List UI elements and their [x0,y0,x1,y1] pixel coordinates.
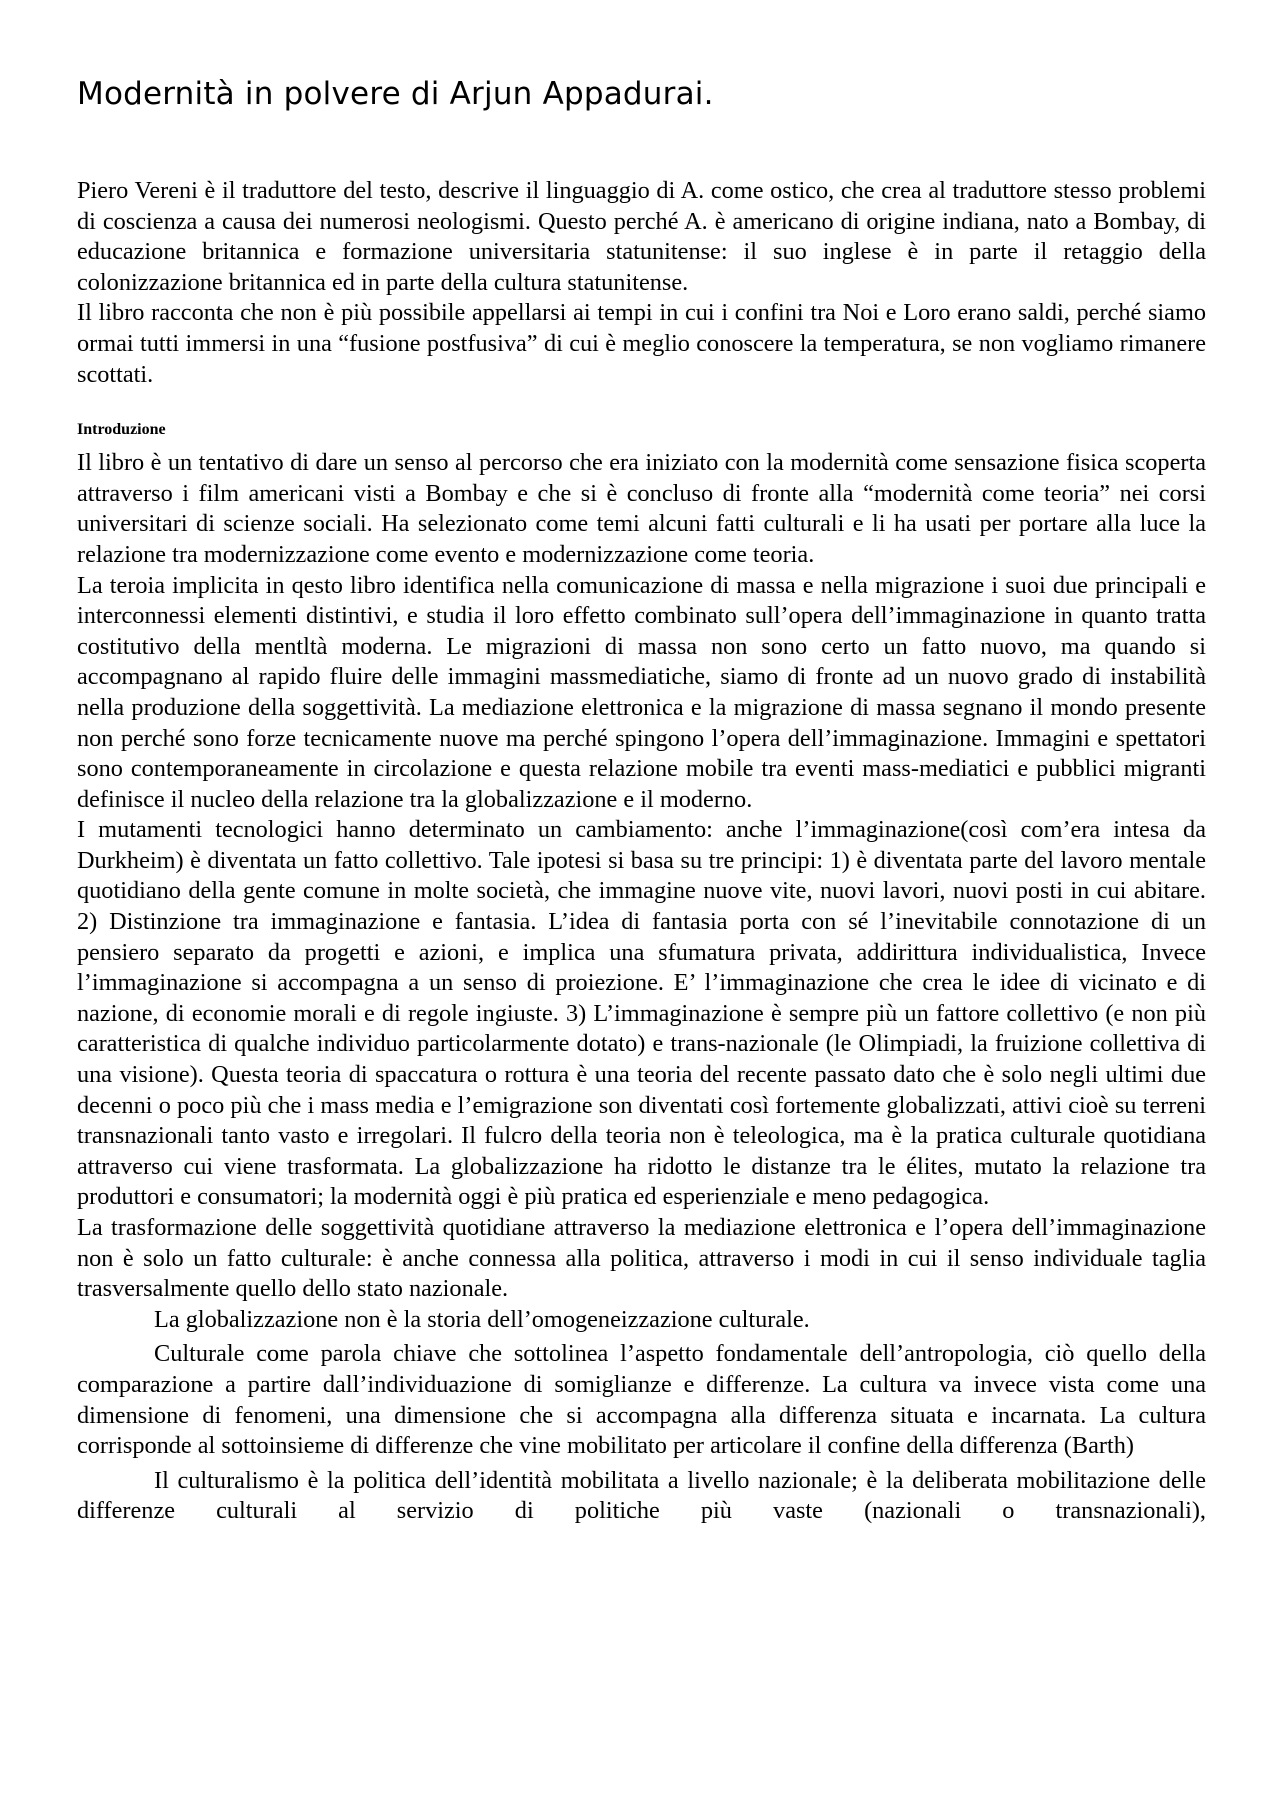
paragraph: Piero Vereni è il traduttore del testo, descrive il linguaggio di A. come ostico, che crea al traduttore stesso problemi di coscienza a causa dei numerosi neologismi. Questo perché A. è americano di origine indiana, nato a Bombay, di educazione britannica e formazione universitaria statunitense: il suo inglese è in parte il retaggio della colonizzazione britannica ed in parte della cultura statunitense. [77,177,1206,296]
paragraph: Culturale come parola chiave che sottolinea l’aspetto fondamentale dell’antropologia, ciò quello della comparazione a partire dall’individuazione di somiglianze e differenze. La cultura va invece vista come una dimensione di fenomeni, una dimensione che si accompagna alla differenza situata e incarnata. La cultura corrisponde al sottoinsieme di differenze che vine mobilitato per articolare il confine della differenza (Barth) [77,1340,1206,1460]
paragraph: La globalizzazione non è la storia dell’omogeneizzazione culturale. [154,1305,810,1333]
paragraph: Il libro racconta che non è più possibile appellarsi ai tempi in cui i confini tra Noi e Loro erano saldi, perché siamo ormai tutti immersi in una “fusione postfusiva” di cui è meglio conoscere la temperatura, se non vogliamo rimanere scottati. [77,299,1206,388]
paragraph: Il libro è un tentativo di dare un senso al percorso che era iniziato con la modernità come sensazione fisica scoperta attraverso i film americani visti a Bombay e che si è concluso di fronte alla “modernità come teoria” nei corsi universitari di scienze sociali. Ha selezionato come temi alcuni fatti culturali e li ha usati per portare alla luce la relazione tra modernizzazione come evento e modernizzazione come teoria. [77,449,1206,568]
document-title: Modernità in polvere di Arjun Appadurai. [77,76,714,112]
paragraph: I mutamenti tecnologici hanno determinato un cambiamento: anche l’immaginazione(così com’era intesa da Durkheim) è diventata un fatto collettivo. Tale ipotesi si basa su tre principi: 1) è diventata parte del lavoro mentale quotidiano della gente comune in molte società, che immagine nuove vite, nuovi lavori, nuovi posti in cui abitare. 2) Distinzione tra immaginazione e fantasia. L’idea di fantasia porta con sé l’inevitabile connotazione di un pensiero separato da progetti e azioni, e implica una sfumatura privata, addirittura individualistica, Invece l’immaginazione si accompagna a un senso di proiezione. E’ l’immaginazione che crea le idee di vicinato e di nazione, di economie morali e di regole ingiuste. 3) L’immaginazione è sempre più un fattore collettivo (e non più caratteristica di qualche individuo particolarmente dotato) e trans-nazionale (le Olimpiadi, la fruizione collettiva di una visione). Questa teoria di spaccatura o rottura è una teoria del recente passato dato che è solo negli ultimi due decenni o poco più che i mass media e l’emigrazione son diventati così fortemente globalizzati, attivi cioè su terreni transnazionali tanto vasto e irregolari. Il fulcro della teoria non è teleologica, ma è la pratica culturale quotidiana attraverso cui viene trasformata. La globalizzazione ha ridotto le distanze tra le élites, mutato la relazione tra produttori e consumatori; la modernità oggi è più pratica ed esperienziale e meno pedagogica. [77,816,1206,1211]
section-heading: Introduzione [77,421,166,439]
paragraph: La trasformazione delle soggettività quotidiane attraverso la mediazione elettronica e l’opera dell’immaginazione non è solo un fatto culturale: è anche connessa alla politica, attraverso i modi in cui il senso individuale taglia trasversalmente quello dello stato nazionale. [77,1214,1206,1303]
paragraph: Il culturalismo è la politica dell’identità mobilitata a livello nazionale; è la deliberata mobilitazione delle differenze culturali al servizio di politiche più vaste (nazionali o transnazionali), [77,1466,1206,1525]
document-body [77,176,1206,1527]
paragraph: La teroia implicita in qesto libro identifica nella comunicazione di massa e nella migrazione i suoi due principali e interconnessi elementi distintivi, e studia il loro effetto combinato sull’opera dell’immaginazione in quanto tratta costitutivo della mentltà moderna. Le migrazioni di massa non sono certo un fatto nuovo, ma quando si accompagnano al rapido fluire delle immagini massmediatiche, siamo di fronte ad un nuovo grado di instabilità nella produzione della soggettività. La mediazione elettronica e la migrazione di massa segnano il mondo presente non perché sono forze tecnicamente nuove ma perché spingono l’opera dell’immaginazione. Immagini e spettatori sono contemporaneamente in circolazione e questa relazione mobile tra eventi mass-mediatici e pubblici migranti definisce il nucleo della relazione tra la globalizzazione e il moderno. [77,571,1206,813]
